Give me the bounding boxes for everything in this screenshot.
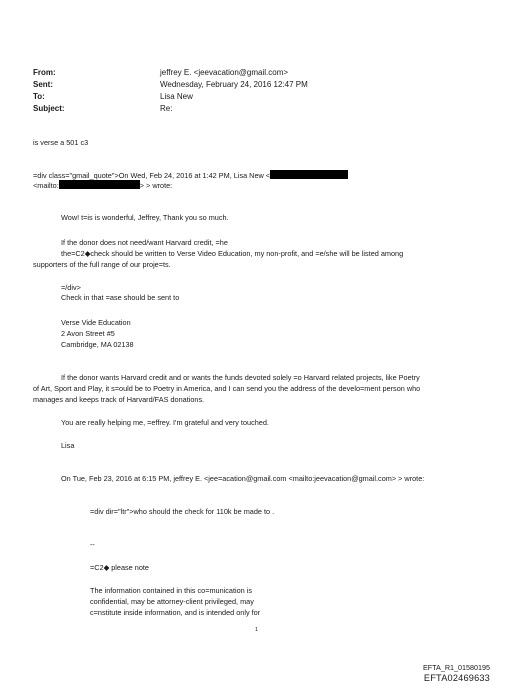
from-row bbox=[33, 67, 308, 79]
paragraph-harvard-line-3: manages and keeps track of Harvard/FAS donations. bbox=[33, 395, 205, 404]
footer-id-1: EFTA_R1_01580195 bbox=[423, 663, 490, 672]
signature-dashes: -- bbox=[90, 540, 95, 549]
paragraph-donor-line-2: the=C2◆check should be written to Verse Video Education, my non-profit, and =e/she will be listed among bbox=[61, 249, 404, 258]
question-check-line: =div dir="ltr">who should the check for 110k be made to . bbox=[90, 507, 275, 516]
email-header bbox=[33, 67, 308, 115]
footer-id-2: EFTA02469633 bbox=[423, 673, 490, 683]
address-line-2: 2 Avon Street #5 bbox=[61, 329, 115, 338]
address-line-3: Cambridge, MA 02138 bbox=[61, 340, 134, 349]
paragraph-harvard-line-1: If the donor wants Harvard credit and or wants the funds devoted solely =o Harvard related projects, like Poetry bbox=[61, 373, 420, 382]
to-row bbox=[33, 91, 308, 103]
paragraph-thanks: Wow! t=is is wonderful, Jeffrey, Thank you so much. bbox=[61, 213, 229, 222]
sent-value: Wednesday, February 24, 2016 12:47 PM bbox=[160, 80, 308, 89]
from-label: From: bbox=[33, 68, 56, 77]
quote-line-b-text-1: <mailto: bbox=[33, 181, 59, 190]
sent-row bbox=[33, 79, 308, 91]
quote-line-b-text-2: > > wrote: bbox=[139, 181, 173, 190]
to-value: Lisa New bbox=[160, 92, 193, 101]
redaction-box bbox=[59, 180, 140, 189]
paragraph-donor-line-1: If the donor does not need/want Harvard credit, =he bbox=[61, 238, 228, 247]
body-line-question: is verse a 501 c3 bbox=[33, 138, 89, 147]
please-note-line: =C2◆ please note bbox=[90, 563, 149, 572]
quote-line-a-text: =div class="gmail_quote">On Wed, Feb 24, 2016 at 1:42 PM, Lisa New < bbox=[33, 171, 271, 180]
paragraph-donor-line-3: supporters of the full range of our proje=ts. bbox=[33, 260, 171, 269]
page-number: 1 bbox=[255, 627, 259, 633]
check-sent-line: Check in that =ase should be sent to bbox=[61, 293, 180, 302]
subject-row bbox=[33, 103, 308, 115]
address-line-1: Verse Vide Education bbox=[61, 318, 131, 327]
div-close-line: =/div> bbox=[61, 283, 81, 292]
quoted-header-line: On Tue, Feb 23, 2016 at 6:15 PM, jeffrey E. <jee=acation@gmail.com <mailto:jeevacation@gmail.com> > wrote: bbox=[61, 474, 425, 483]
disclaimer-line-3: c=nstitute inside information, and is intended only for bbox=[90, 608, 261, 617]
to-label: To: bbox=[33, 92, 45, 101]
paragraph-harvard-line-2: of Art, Sport and Play, it s=ould be to Poetry in America, and I can send you the address of the develo=ment person who bbox=[33, 384, 421, 393]
from-value: jeffrey E. <jeevacation@gmail.com> bbox=[160, 68, 289, 77]
disclaimer-line-2: confidential, may be attorney-client privileged, may bbox=[90, 597, 254, 606]
subject-value: Re: bbox=[160, 104, 173, 113]
redaction-box bbox=[270, 170, 348, 179]
quote-line-b bbox=[33, 180, 172, 191]
subject-label: Subject: bbox=[33, 104, 65, 113]
disclaimer-line-1: The information contained in this co=munication is bbox=[90, 586, 253, 595]
signature-lisa: Lisa bbox=[61, 441, 75, 450]
paragraph-grateful: You are really helping me, =effrey. I'm grateful and very touched. bbox=[61, 418, 269, 427]
sent-label: Sent: bbox=[33, 80, 53, 89]
